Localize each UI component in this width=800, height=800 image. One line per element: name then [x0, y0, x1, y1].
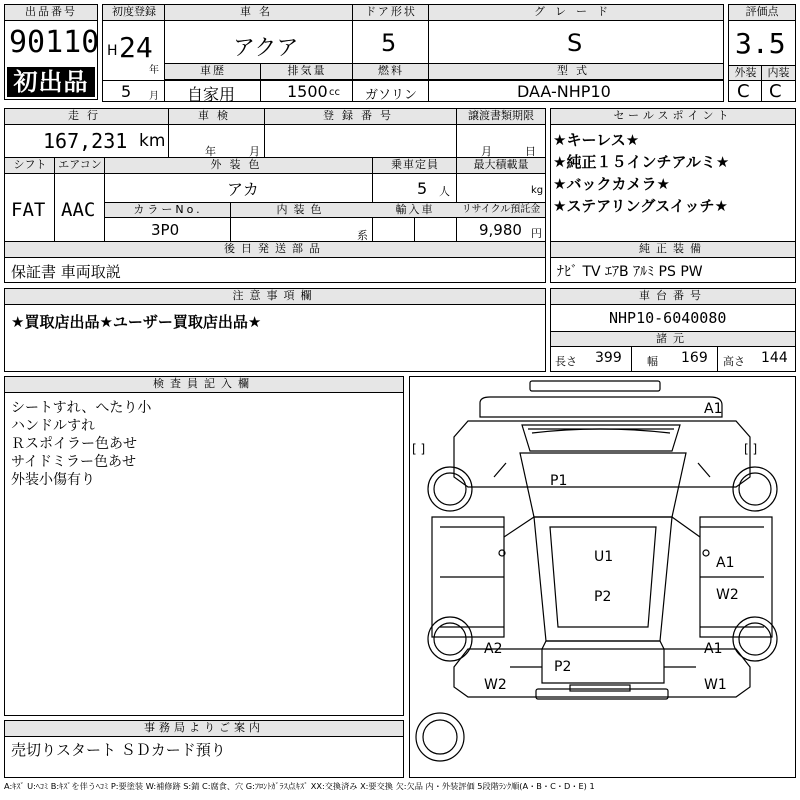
transfer-month-unit: 月 [481, 145, 492, 158]
fuel-value: ガソリン [365, 88, 418, 103]
exterior-value: C [737, 81, 750, 102]
score-box [728, 4, 796, 102]
score-label: 評価点 [729, 5, 795, 21]
office-value: 売切りスタート ＳＤカード預り [11, 741, 226, 759]
notes-title: 注意事項欄 [5, 289, 545, 305]
sales-point-item: ★キーレス★ [553, 131, 640, 149]
capacity-unit: 人 [439, 185, 450, 198]
name-value: アクア [233, 36, 299, 61]
car-diagram-box [409, 376, 796, 778]
inspector-line: 外装小傷有り [11, 472, 95, 488]
interior-color-label: 内装色 [231, 203, 373, 218]
interior-value: C [769, 81, 782, 102]
mark-p2-center: P2 [594, 589, 612, 605]
recycle-value: 9,980 [479, 221, 522, 239]
ac-value: AAC [61, 199, 96, 221]
mileage-value: 167,231 [43, 129, 128, 153]
mark-a2: A2 [484, 641, 503, 657]
office-title: 事務局よりご案内 [5, 721, 403, 737]
inspection-year-unit: 年 [205, 145, 216, 158]
mark-p1: P1 [550, 473, 568, 489]
width-label: 幅 [647, 355, 658, 368]
color-value: アカ [227, 180, 259, 199]
mileage-label: 走行 [5, 109, 169, 125]
mileage-unit: km [139, 131, 166, 151]
mark-a1-right: A1 [716, 555, 735, 571]
door-value: 5 [381, 29, 397, 57]
dims-title: 諸元 [551, 332, 795, 347]
reg-month-unit: 月 [149, 91, 159, 102]
mark-w1: W1 [704, 677, 727, 693]
recycle-unit: 円 [531, 227, 542, 240]
length-value: 399 [595, 350, 622, 366]
sales-point-item: ★純正１５インチアルミ★ [553, 153, 730, 171]
details-box [4, 108, 546, 242]
first-listing-badge: 初出品 [7, 67, 95, 97]
name-label: 車名 [165, 5, 353, 21]
chassis-box [550, 288, 796, 372]
reg-year-unit: 年 [149, 65, 159, 76]
height-label: 高さ [723, 355, 745, 368]
reg-month: 5 [121, 82, 132, 101]
grade-value: S [567, 29, 583, 57]
interior-label: 内装 [762, 66, 795, 81]
mark-a1-lower: A1 [704, 641, 723, 657]
plate-label: 登録番号 [265, 109, 457, 125]
inspector-title: 検査員記入欄 [5, 377, 403, 393]
history-value: 自家用 [187, 85, 236, 104]
length-label: 長さ [555, 355, 577, 368]
model-value: DAA-NHP10 [517, 82, 611, 101]
sales-point-item: ★バックカメラ★ [553, 175, 670, 193]
height-value: 144 [761, 350, 788, 366]
mark-a1-top: A1 [704, 401, 723, 417]
equipment-value: ﾅﾋﾞ TV ｴｱB ｱﾙﾐ PS PW [557, 264, 703, 280]
shift-label: シフト [5, 158, 55, 174]
reg-era: H [107, 43, 118, 59]
ac-label: エアコン [55, 158, 105, 174]
later-parts-box [4, 241, 546, 283]
score-value: 3.5 [735, 27, 786, 60]
lot-number: 90110 [9, 25, 100, 60]
transfer-label: 譲渡書類期限 [457, 109, 545, 125]
later-parts-value: 保証書 車両取説 [11, 263, 121, 281]
car-diagram [410, 377, 795, 777]
width-value: 169 [681, 350, 708, 366]
lot-number-box [4, 4, 98, 100]
vehicle-header-box [102, 4, 724, 102]
interior-color-unit: 系 [357, 229, 368, 242]
equipment-box [550, 241, 796, 283]
load-label: 最大積載量 [457, 158, 545, 174]
load-unit: kg [531, 185, 544, 196]
displacement-unit: cc [329, 87, 340, 98]
inspection-label: 車検 [169, 109, 265, 125]
sales-point-item: ★ステアリングスイッチ★ [553, 197, 728, 215]
inspector-line: シートすれ、へたり小 [11, 400, 152, 416]
bracket-right: [ ] [744, 442, 758, 456]
mark-w2-right: W2 [716, 587, 739, 603]
chassis-value: NHP10-6040080 [609, 309, 727, 327]
model-label: 型式 [429, 64, 723, 80]
inspector-box [4, 376, 404, 716]
inspector-line: Ｒスポイラー色あせ [11, 436, 137, 452]
capacity-label: 乗車定員 [373, 158, 457, 174]
mark-p2-rear: P2 [554, 659, 572, 675]
reg-year: 24 [119, 31, 153, 64]
office-box [4, 720, 404, 778]
equipment-title: 純正装備 [551, 242, 795, 258]
history-label: 車歴 [165, 64, 261, 80]
inspection-month-unit: 月 [249, 145, 260, 158]
color-no-label: カラーNo. [105, 203, 231, 218]
transfer-day-unit: 日 [525, 145, 536, 158]
lot-number-label: 出品番号 [5, 5, 97, 21]
inspector-line: ハンドルすれ [11, 418, 95, 434]
bracket-left: [ ] [412, 442, 426, 456]
sales-points-box [550, 108, 796, 242]
color-label: 外装色 [105, 158, 373, 174]
capacity-value: 5 [417, 179, 428, 198]
displacement-value: 1500 [287, 82, 328, 101]
chassis-title: 車台番号 [551, 289, 795, 305]
recycle-label: リサイクル預託金 [457, 203, 545, 218]
notes-value: ★買取店出品★ユーザー買取店出品★ [11, 313, 262, 331]
mark-u1: U1 [594, 549, 614, 565]
exterior-label: 外装 [729, 66, 762, 81]
mark-w2-left: W2 [484, 677, 507, 693]
shift-value: FAT [11, 199, 46, 221]
sales-points-title: セールスポイント [551, 109, 795, 125]
door-label: ドア形状 [353, 5, 429, 21]
later-parts-title: 後日発送部品 [5, 242, 545, 258]
grade-label: グレード [429, 5, 723, 21]
displacement-label: 排気量 [261, 64, 353, 80]
import-label: 輸入車 [373, 203, 457, 218]
color-no-value: 3P0 [151, 221, 180, 239]
inspector-line: サイドミラー色あせ [11, 454, 137, 470]
reg-label: 初度登録 [103, 5, 165, 21]
fuel-label: 燃料 [353, 64, 429, 80]
legend: A:ｷｽﾞ U:ﾍｺﾐ B:ｷｽﾞを伴うﾍｺﾐ P:要塗装 W:補修跡 S:錆 C:腐食、穴 G:ﾌﾛﾝﾄｶﾞﾗｽ点ｷｽﾞ XX:交換済み X:要交換 欠:欠品 内・外装評価 5段階ﾗﾝｸ順(A・B・C・D・E) 1 [4, 781, 595, 791]
notes-box [4, 288, 546, 372]
